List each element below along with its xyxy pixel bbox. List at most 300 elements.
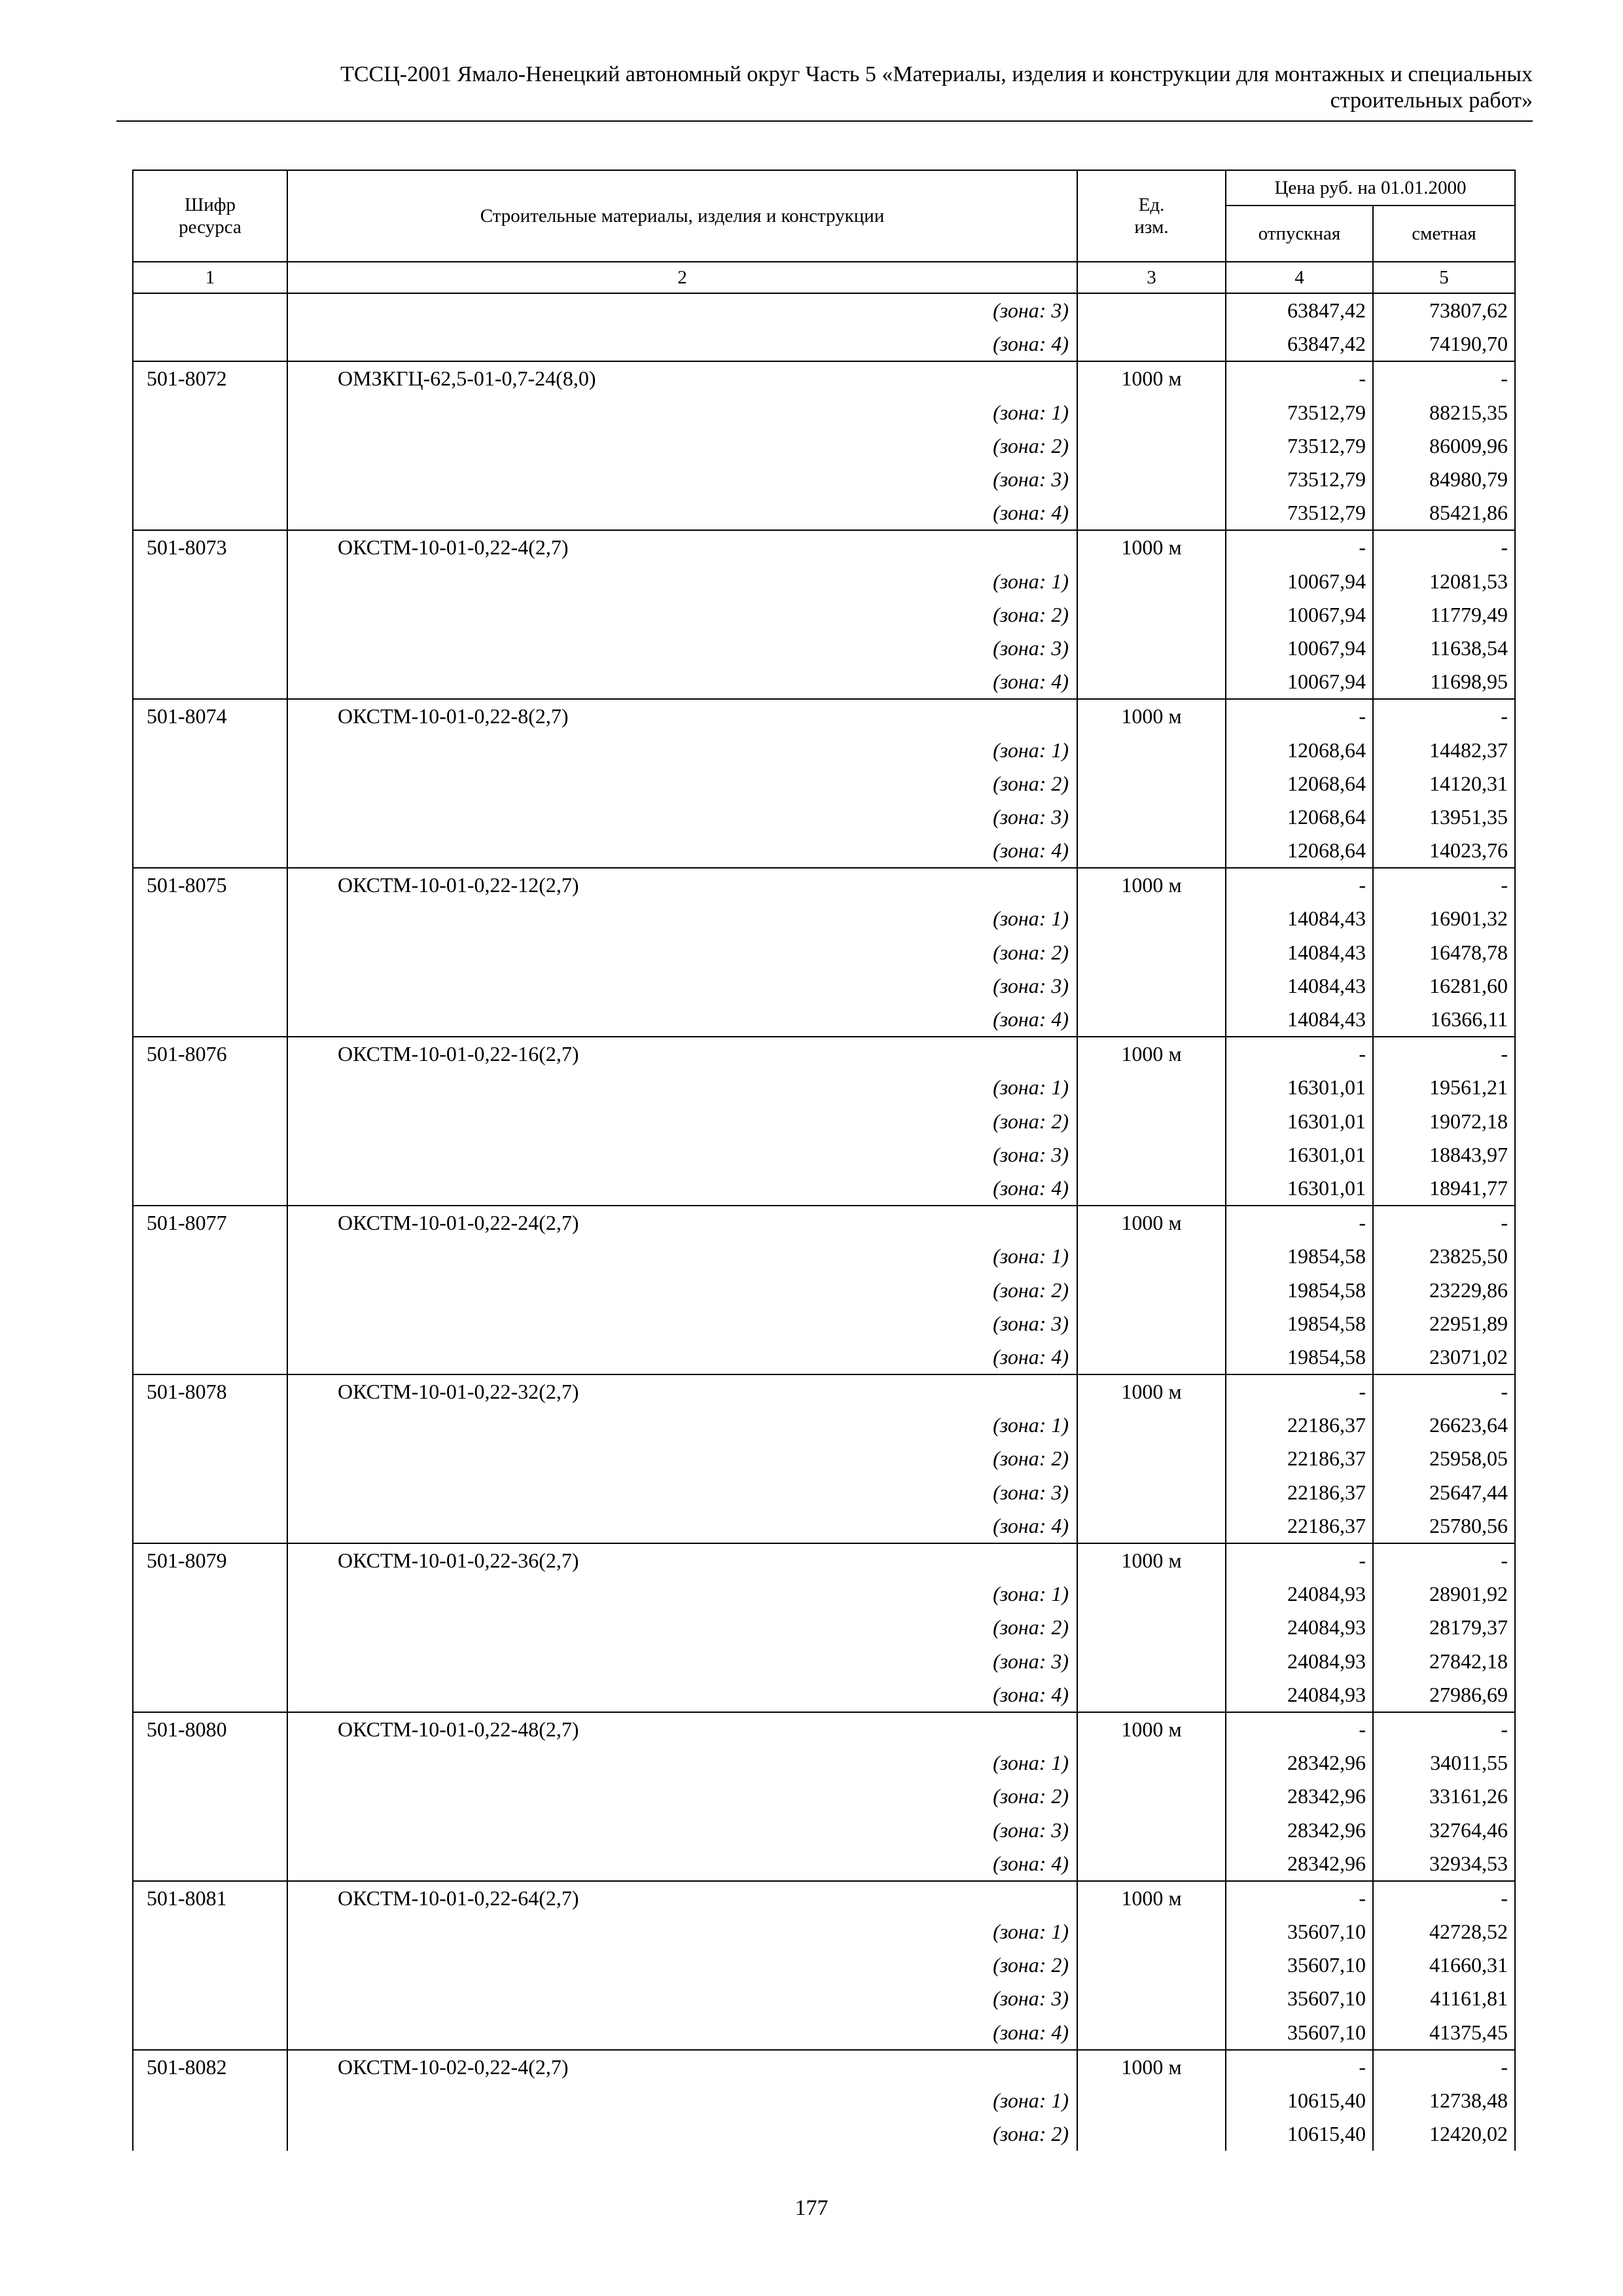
zone-label: (зона: 4): [287, 834, 1077, 868]
release-price: -: [1226, 1206, 1373, 1240]
zone-row: [133, 2117, 1515, 2151]
zone-label: (зона: 4): [287, 1509, 1077, 1543]
zone-label: (зона: 4): [287, 1172, 1077, 1206]
zone-label: (зона: 3): [287, 632, 1077, 665]
resource-unit: 1000 м: [1077, 1881, 1226, 1915]
resource-unit-empty: [1077, 902, 1226, 935]
estimate-price: 25780,56: [1373, 1509, 1515, 1543]
resource-name: ОМЗКГЦ-62,5-01-0,7-24(8,0): [287, 361, 1077, 395]
resource-name: ОКСТМ-10-01-0,22-48(2,7): [287, 1712, 1077, 1746]
resource-row: [133, 1712, 1515, 1746]
estimate-price: 88215,35: [1373, 396, 1515, 429]
zone-label: (зона: 2): [287, 1780, 1077, 1813]
estimate-price: -: [1373, 361, 1515, 395]
release-price: 19854,58: [1226, 1273, 1373, 1306]
zone-label: (зона: 1): [287, 1577, 1077, 1611]
estimate-price: 74190,70: [1373, 327, 1515, 361]
zone-label: (зона: 3): [287, 1645, 1077, 1678]
release-price: 19854,58: [1226, 1340, 1373, 1374]
resource-code: 501-8080: [133, 1712, 287, 1746]
zone-row: [133, 1340, 1515, 1374]
resource-row: [133, 1374, 1515, 1408]
zone-row: [133, 1847, 1515, 1881]
zone-row: [133, 632, 1515, 665]
zone-row: [133, 1273, 1515, 1306]
resource-unit-empty: [1077, 936, 1226, 969]
zone-row: [133, 902, 1515, 935]
zone-row: [133, 800, 1515, 834]
resource-code-empty: [133, 496, 287, 530]
estimate-price: 23825,50: [1373, 1240, 1515, 1273]
resource-code-empty: [133, 1240, 287, 1273]
estimate-price: 42728,52: [1373, 1915, 1515, 1948]
zone-label: (зона: 1): [287, 2084, 1077, 2117]
column-header-release-price: отпускная: [1226, 206, 1373, 262]
resource-code: 501-8074: [133, 699, 287, 733]
column-header-price-group: Цена руб. на 01.01.2000: [1226, 170, 1515, 206]
resource-code-empty: [133, 1915, 287, 1948]
column-number: 3: [1077, 262, 1226, 293]
release-price: 35607,10: [1226, 2016, 1373, 2050]
resource-unit-empty: [1077, 834, 1226, 868]
resource-code-empty: [133, 2084, 287, 2117]
estimate-price: -: [1373, 1037, 1515, 1071]
zone-label: (зона: 1): [287, 1071, 1077, 1104]
release-price: -: [1226, 2050, 1373, 2084]
resource-code: 501-8082: [133, 2050, 287, 2084]
resource-code: 501-8077: [133, 1206, 287, 1240]
release-price: -: [1226, 361, 1373, 395]
zone-row: [133, 1071, 1515, 1104]
zone-label: (зона: 4): [287, 2016, 1077, 2050]
resource-unit-empty: [1077, 1003, 1226, 1037]
resource-unit-empty: [1077, 2084, 1226, 2117]
table-body: [133, 293, 1515, 2151]
estimate-price: 14120,31: [1373, 767, 1515, 800]
zone-row: [133, 767, 1515, 800]
zone-label: (зона: 2): [287, 936, 1077, 969]
zone-row: [133, 1408, 1515, 1442]
estimate-price: 28179,37: [1373, 1611, 1515, 1644]
release-price: 63847,42: [1226, 327, 1373, 361]
resource-code-empty: [133, 632, 287, 665]
zone-label: (зона: 3): [287, 1476, 1077, 1509]
estimate-price: 32934,53: [1373, 1847, 1515, 1881]
release-price: 28342,96: [1226, 1746, 1373, 1780]
release-price: 14084,43: [1226, 1003, 1373, 1037]
zone-row: [133, 429, 1515, 463]
release-price: 14084,43: [1226, 936, 1373, 969]
release-price: 22186,37: [1226, 1476, 1373, 1509]
estimate-price: 27986,69: [1373, 1678, 1515, 1712]
release-price: -: [1226, 530, 1373, 564]
zone-label: (зона: 1): [287, 1915, 1077, 1948]
resource-unit-empty: [1077, 1138, 1226, 1172]
resource-unit-empty: [1077, 1273, 1226, 1306]
resource-code-empty: [133, 733, 287, 766]
release-price: -: [1226, 1712, 1373, 1746]
zone-label: (зона: 3): [287, 969, 1077, 1003]
zone-label: (зона: 3): [287, 800, 1077, 834]
column-number: 5: [1373, 262, 1515, 293]
resource-code-empty: [133, 463, 287, 496]
resource-code-empty: [133, 1476, 287, 1509]
zone-label: (зона: 1): [287, 565, 1077, 598]
resource-unit-empty: [1077, 1847, 1226, 1881]
release-price: 16301,01: [1226, 1105, 1373, 1138]
estimate-price: -: [1373, 1374, 1515, 1408]
zone-label: (зона: 1): [287, 1746, 1077, 1780]
release-price: 16301,01: [1226, 1172, 1373, 1206]
release-price: 10615,40: [1226, 2117, 1373, 2151]
zone-label: (зона: 3): [287, 293, 1077, 327]
resource-unit-empty: [1077, 1476, 1226, 1509]
page-number: 177: [794, 2196, 829, 2220]
estimate-price: -: [1373, 1712, 1515, 1746]
price-table-container: [132, 170, 1516, 2151]
resource-unit: 1000 м: [1077, 868, 1226, 902]
zone-row: [133, 598, 1515, 632]
estimate-price: -: [1373, 1543, 1515, 1577]
estimate-price: -: [1373, 1206, 1515, 1240]
resource-row: [133, 361, 1515, 395]
release-price: 14084,43: [1226, 969, 1373, 1003]
release-price: 22186,37: [1226, 1408, 1373, 1442]
resource-code-empty: [133, 1948, 287, 1982]
estimate-price: 11698,95: [1373, 665, 1515, 699]
resource-unit: 1000 м: [1077, 1712, 1226, 1746]
resource-unit-empty: [1077, 1577, 1226, 1611]
resource-name: ОКСТМ-10-01-0,22-16(2,7): [287, 1037, 1077, 1071]
estimate-price: 16366,11: [1373, 1003, 1515, 1037]
release-price: 35607,10: [1226, 1915, 1373, 1948]
resource-row: [133, 1037, 1515, 1071]
zone-row: [133, 665, 1515, 699]
resource-code-empty: [133, 396, 287, 429]
zone-label: (зона: 2): [287, 1442, 1077, 1475]
zone-row: [133, 1678, 1515, 1712]
resource-unit-empty: [1077, 1982, 1226, 2015]
resource-name: ОКСТМ-10-01-0,22-8(2,7): [287, 699, 1077, 733]
resource-code-empty: [133, 665, 287, 699]
zone-label: (зона: 1): [287, 1408, 1077, 1442]
column-number: 2: [287, 262, 1077, 293]
resource-row: [133, 699, 1515, 733]
estimate-price: 23071,02: [1373, 1340, 1515, 1374]
resource-code-empty: [133, 1307, 287, 1340]
table-header: [133, 170, 1515, 293]
estimate-price: 34011,55: [1373, 1746, 1515, 1780]
resource-unit-empty: [1077, 1780, 1226, 1813]
resource-unit-empty: [1077, 1442, 1226, 1475]
release-price: 19854,58: [1226, 1240, 1373, 1273]
zone-label: (зона: 2): [287, 1273, 1077, 1306]
resource-row: [133, 2050, 1515, 2084]
release-price: 10615,40: [1226, 2084, 1373, 2117]
resource-row: [133, 1881, 1515, 1915]
resource-unit-empty: [1077, 1611, 1226, 1644]
estimate-price: 41660,31: [1373, 1948, 1515, 1982]
resource-code-empty: [133, 1071, 287, 1104]
estimate-price: 14482,37: [1373, 733, 1515, 766]
zone-row: [133, 1442, 1515, 1475]
resource-code-empty: [133, 1678, 287, 1712]
zone-row: [133, 733, 1515, 766]
zone-row: [133, 293, 1515, 327]
resource-unit-empty: [1077, 598, 1226, 632]
estimate-price: 32764,46: [1373, 1813, 1515, 1846]
release-price: 73512,79: [1226, 496, 1373, 530]
estimate-price: -: [1373, 699, 1515, 733]
resource-code-empty: [133, 936, 287, 969]
zone-label: (зона: 1): [287, 396, 1077, 429]
release-price: -: [1226, 1543, 1373, 1577]
zone-row: [133, 1915, 1515, 1948]
zone-row: [133, 327, 1515, 361]
zone-row: [133, 1813, 1515, 1846]
estimate-price: 12738,48: [1373, 2084, 1515, 2117]
zone-row: [133, 834, 1515, 868]
release-price: 12068,64: [1226, 767, 1373, 800]
resource-unit-empty: [1077, 1678, 1226, 1712]
zone-label: (зона: 3): [287, 463, 1077, 496]
resource-unit-empty: [1077, 463, 1226, 496]
resource-name: ОКСТМ-10-01-0,22-32(2,7): [287, 1374, 1077, 1408]
release-price: -: [1226, 699, 1373, 733]
release-price: 35607,10: [1226, 1982, 1373, 2015]
running-header-line-1: ТССЦ-2001 Ямало-Ненецкий автономный округ Часть 5 «Материалы, изделия и конструкции для монтажных и специальных: [340, 62, 1533, 86]
resource-code-empty: [133, 969, 287, 1003]
resource-row: [133, 1543, 1515, 1577]
resource-code-empty: [133, 598, 287, 632]
release-price: 24084,93: [1226, 1611, 1373, 1644]
zone-row: [133, 1240, 1515, 1273]
zone-label: (зона: 3): [287, 1307, 1077, 1340]
resource-unit-empty: [1077, 632, 1226, 665]
column-header-code: Шифр ресурса: [133, 170, 287, 262]
zone-label: (зона: 1): [287, 733, 1077, 766]
resource-code-empty: [133, 800, 287, 834]
zone-label: (зона: 2): [287, 598, 1077, 632]
resource-code: 501-8072: [133, 361, 287, 395]
zone-label: (зона: 3): [287, 1813, 1077, 1846]
resource-unit-empty: [1077, 800, 1226, 834]
price-table: [132, 170, 1516, 2151]
estimate-price: 84980,79: [1373, 463, 1515, 496]
column-number: 1: [133, 262, 287, 293]
release-price: 63847,42: [1226, 293, 1373, 327]
resource-unit-empty: [1077, 565, 1226, 598]
resource-unit: 1000 м: [1077, 1374, 1226, 1408]
estimate-price: 11779,49: [1373, 598, 1515, 632]
resource-code-empty: [133, 902, 287, 935]
resource-code-empty: [133, 1982, 287, 2015]
zone-row: [133, 936, 1515, 969]
resource-name: ОКСТМ-10-01-0,22-64(2,7): [287, 1881, 1077, 1915]
resource-name: ОКСТМ-10-02-0,22-4(2,7): [287, 2050, 1077, 2084]
estimate-price: 86009,96: [1373, 429, 1515, 463]
estimate-price: 12081,53: [1373, 565, 1515, 598]
header-rule: [116, 120, 1533, 122]
column-header-name: Строительные материалы, изделия и конструкции: [287, 170, 1077, 262]
resource-code-empty: [133, 1138, 287, 1172]
release-price: 12068,64: [1226, 800, 1373, 834]
running-header: [116, 62, 1533, 114]
resource-unit-empty: [1077, 1645, 1226, 1678]
resource-code-empty: [133, 1847, 287, 1881]
zone-row: [133, 1746, 1515, 1780]
zone-label: (зона: 4): [287, 496, 1077, 530]
release-price: 22186,37: [1226, 1442, 1373, 1475]
estimate-price: 19561,21: [1373, 1071, 1515, 1104]
resource-code-empty: [133, 1273, 287, 1306]
resource-code: 501-8076: [133, 1037, 287, 1071]
zone-label: (зона: 1): [287, 902, 1077, 935]
zone-row: [133, 1982, 1515, 2015]
resource-unit-empty: [1077, 733, 1226, 766]
release-price: 12068,64: [1226, 733, 1373, 766]
resource-name: ОКСТМ-10-01-0,22-36(2,7): [287, 1543, 1077, 1577]
zone-row: [133, 1105, 1515, 1138]
release-price: 12068,64: [1226, 834, 1373, 868]
resource-code-empty: [133, 1340, 287, 1374]
zone-row: [133, 565, 1515, 598]
release-price: 35607,10: [1226, 1948, 1373, 1982]
resource-row: [133, 1206, 1515, 1240]
estimate-price: 18843,97: [1373, 1138, 1515, 1172]
zone-row: [133, 1138, 1515, 1172]
release-price: -: [1226, 1374, 1373, 1408]
estimate-price: 27842,18: [1373, 1645, 1515, 1678]
zone-row: [133, 1172, 1515, 1206]
resource-name: ОКСТМ-10-01-0,22-24(2,7): [287, 1206, 1077, 1240]
zone-row: [133, 1611, 1515, 1644]
estimate-price: 33161,26: [1373, 1780, 1515, 1813]
estimate-price: 85421,86: [1373, 496, 1515, 530]
zone-row: [133, 1645, 1515, 1678]
estimate-price: 41375,45: [1373, 2016, 1515, 2050]
release-price: 14084,43: [1226, 902, 1373, 935]
resource-code-empty: [133, 1813, 287, 1846]
resource-unit-empty: [1077, 1948, 1226, 1982]
release-price: 24084,93: [1226, 1678, 1373, 1712]
resource-name: ОКСТМ-10-01-0,22-4(2,7): [287, 530, 1077, 564]
resource-code: 501-8073: [133, 530, 287, 564]
resource-code-empty: [133, 1003, 287, 1037]
resource-unit-empty: [1077, 1813, 1226, 1846]
zone-row: [133, 2016, 1515, 2050]
release-price: 28342,96: [1226, 1847, 1373, 1881]
zone-label: (зона: 3): [287, 1982, 1077, 2015]
zone-label: (зона: 4): [287, 327, 1077, 361]
resource-unit-empty: [1077, 1240, 1226, 1273]
resource-unit-empty: [1077, 1509, 1226, 1543]
zone-row: [133, 396, 1515, 429]
estimate-price: 18941,77: [1373, 1172, 1515, 1206]
resource-unit-empty: [1077, 1172, 1226, 1206]
estimate-price: -: [1373, 1881, 1515, 1915]
resource-code: 501-8075: [133, 868, 287, 902]
resource-code-empty: [133, 1645, 287, 1678]
resource-code-empty: [133, 1577, 287, 1611]
release-price: 10067,94: [1226, 632, 1373, 665]
resource-unit: 1000 м: [1077, 699, 1226, 733]
resource-unit-empty: [1077, 1307, 1226, 1340]
resource-unit-empty: [1077, 396, 1226, 429]
resource-code-empty: [133, 1408, 287, 1442]
estimate-price: 28901,92: [1373, 1577, 1515, 1611]
release-price: 10067,94: [1226, 665, 1373, 699]
zone-row: [133, 1509, 1515, 1543]
resource-unit-empty: [1077, 767, 1226, 800]
zone-row: [133, 1476, 1515, 1509]
resource-code-empty: [133, 327, 287, 361]
release-price: 16301,01: [1226, 1138, 1373, 1172]
resource-code-empty: [133, 565, 287, 598]
estimate-price: 22951,89: [1373, 1307, 1515, 1340]
release-price: 73512,79: [1226, 463, 1373, 496]
release-price: -: [1226, 1881, 1373, 1915]
zone-label: (зона: 4): [287, 665, 1077, 699]
zone-label: (зона: 4): [287, 1678, 1077, 1712]
column-header-unit: Ед. изм.: [1077, 170, 1226, 262]
resource-code-empty: [133, 767, 287, 800]
resource-unit-empty: [1077, 969, 1226, 1003]
resource-name: ОКСТМ-10-01-0,22-12(2,7): [287, 868, 1077, 902]
estimate-price: -: [1373, 2050, 1515, 2084]
estimate-price: 26623,64: [1373, 1408, 1515, 1442]
zone-label: (зона: 1): [287, 1240, 1077, 1273]
resource-code-empty: [133, 1442, 287, 1475]
zone-label: (зона: 2): [287, 429, 1077, 463]
resource-unit-empty: [1077, 327, 1226, 361]
zone-label: (зона: 2): [287, 2117, 1077, 2151]
zone-row: [133, 463, 1515, 496]
resource-unit-empty: [1077, 1071, 1226, 1104]
zone-row: [133, 2084, 1515, 2117]
resource-code-empty: [133, 293, 287, 327]
release-price: 22186,37: [1226, 1509, 1373, 1543]
resource-row: [133, 530, 1515, 564]
running-header-line-2: строительных работ»: [1330, 88, 1533, 113]
resource-unit: 1000 м: [1077, 530, 1226, 564]
zone-label: (зона: 2): [287, 1611, 1077, 1644]
resource-code-empty: [133, 429, 287, 463]
release-price: 24084,93: [1226, 1645, 1373, 1678]
resource-unit-empty: [1077, 665, 1226, 699]
resource-row: [133, 868, 1515, 902]
zone-row: [133, 1003, 1515, 1037]
zone-row: [133, 496, 1515, 530]
release-price: -: [1226, 868, 1373, 902]
zone-label: (зона: 2): [287, 1948, 1077, 1982]
estimate-price: 23229,86: [1373, 1273, 1515, 1306]
release-price: 19854,58: [1226, 1307, 1373, 1340]
column-number-row: [133, 262, 1515, 293]
resource-unit-empty: [1077, 429, 1226, 463]
resource-unit-empty: [1077, 1915, 1226, 1948]
release-price: 73512,79: [1226, 429, 1373, 463]
resource-code-empty: [133, 2016, 287, 2050]
resource-code-empty: [133, 1105, 287, 1138]
estimate-price: 12420,02: [1373, 2117, 1515, 2151]
resource-unit: 1000 м: [1077, 1543, 1226, 1577]
release-price: 73512,79: [1226, 396, 1373, 429]
resource-unit-empty: [1077, 1340, 1226, 1374]
release-price: 28342,96: [1226, 1780, 1373, 1813]
resource-code-empty: [133, 1611, 287, 1644]
resource-unit-empty: [1077, 2016, 1226, 2050]
